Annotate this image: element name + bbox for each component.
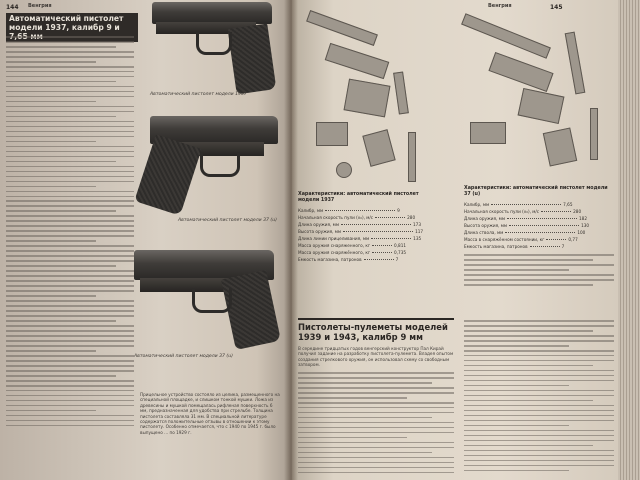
spec-row: Масса оружия снаряжённого, кг 0,735 xyxy=(298,250,407,255)
spec-row: Длина оружия, мм 182 xyxy=(464,216,587,221)
page-number-right: 145 xyxy=(550,4,563,11)
spec-title-37u: Характеристики: автоматический пистолет модели 37 (u) xyxy=(464,186,608,197)
spec-row: Масса оружия снаряженного, кг 0,811 xyxy=(298,243,407,248)
text-column-right-upper xyxy=(464,254,614,289)
running-head-left: Венгрия xyxy=(28,3,52,9)
spec-row: Емкость магазина, патронов 7 xyxy=(298,257,399,262)
text-column-right-left xyxy=(298,372,454,477)
body-text-left-bottom: Прицельное устройство состояло из целика, размещенного на специальной площадке, и слишком тонкой мушки. Ложа из древесины и мушкой помещалась рифленая поверхность 6 мм, предназначенная для удобства при стрельбе. Толщина пистолета составляла 31 мм. В специальной литературе содержатся положительные отзывы в отношении к этому пистолету. Особенно отмечается, что с 1940 по 1945 г. было выпущено ... по 1929 г. xyxy=(140,392,280,435)
left-page xyxy=(0,0,292,480)
text-column-left xyxy=(6,36,134,430)
exploded-diagram-37u xyxy=(450,12,610,182)
page-edges xyxy=(618,0,640,480)
spec-row: Длина ствола, мм 100 xyxy=(464,230,586,235)
spec-row: Масса в снаряжённом состоянии, кг 0,77 xyxy=(464,237,578,242)
pistol-photo-1 xyxy=(150,2,280,94)
caption-pistol-3: Автоматический пистолет модели 37 (u) xyxy=(134,354,233,359)
chapter-title: Автоматический пистолет модели 1937, калибр 9 и xyxy=(6,13,138,42)
spec-row: Начальная скорость пули (v₀), м/с 280 xyxy=(298,215,416,220)
spec-row: Начальная скорость пули (v₀), м/с 280 xyxy=(464,209,582,214)
caption-pistol-2: Автоматический пистолет модели 37 (u) xyxy=(178,218,277,223)
spec-row: Емкость магазина, патронов 7 xyxy=(464,244,565,249)
caption-pistol-1: Автоматический пистолет модели 1937 xyxy=(150,92,247,97)
spec-row: Калибр, мм 7,65 xyxy=(464,202,573,207)
section-title-smg: Пистолеты-пулеметы моделей 1939 и 1943, калибр 9 мм xyxy=(298,318,454,342)
book-gutter xyxy=(284,0,298,480)
spec-row: Длина оружия, мм 173 xyxy=(298,222,421,227)
pistol-photo-2 xyxy=(140,112,282,212)
spec-row: Высота оружия, мм 130 xyxy=(464,223,590,228)
spec-row: Длина линии прицеливания, мм 135 xyxy=(298,236,422,241)
exploded-diagram-1937 xyxy=(296,12,446,192)
running-head-right: Венгрия xyxy=(488,3,512,9)
page-number-left: 144 xyxy=(6,4,19,11)
text-column-right-right xyxy=(464,320,614,475)
right-page xyxy=(292,0,640,480)
pistol-photo-3 xyxy=(132,244,282,348)
spec-row: Высота оружия, мм 117 xyxy=(298,229,424,234)
spec-title-1937: Характеристики: автоматический пистолет модели 1937 xyxy=(298,192,419,203)
spec-row: Калибр, мм 9 xyxy=(298,208,400,213)
body-text-right: В середине тридцатых годов венгерский конструктор Пал Кирай получил задание на разработку пистолета-пулемета. Владея опытом создания стрелкового оружия, он использовал схему со свободным затвором. xyxy=(298,346,454,368)
